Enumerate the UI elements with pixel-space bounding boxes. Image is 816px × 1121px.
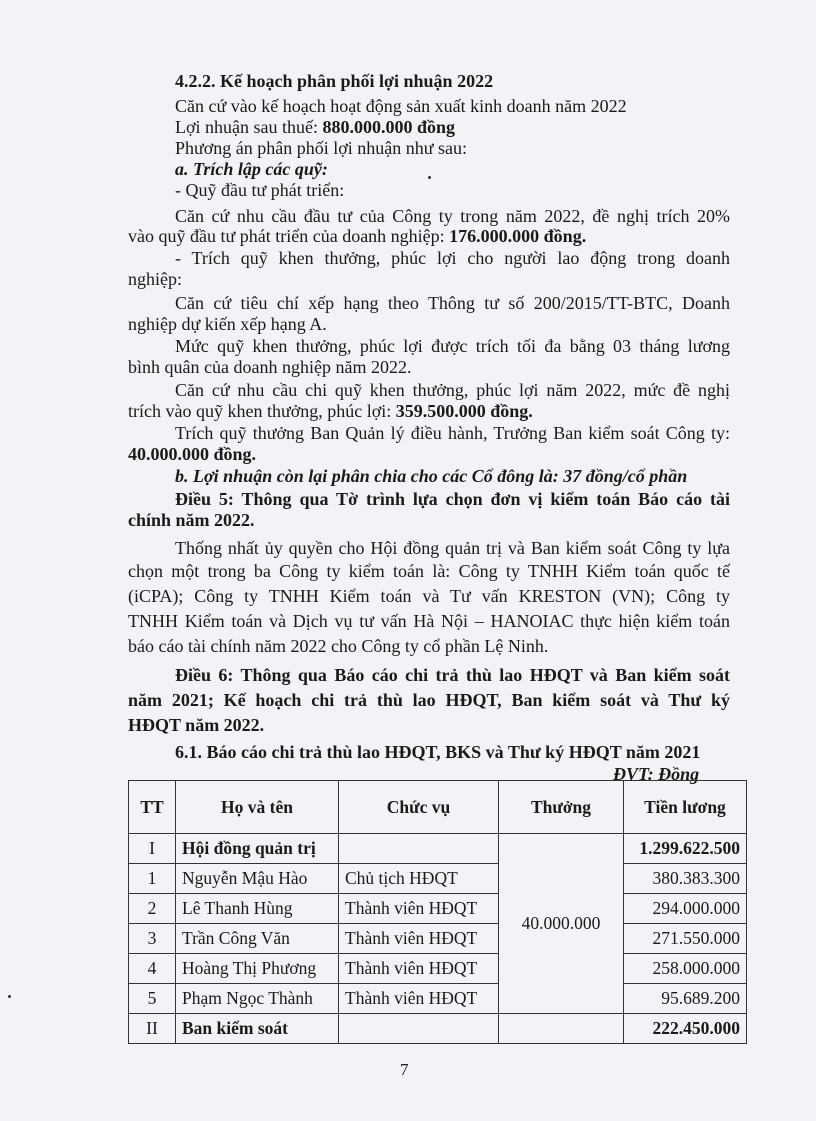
article5-body3: (iCPA); Công ty TNHH Kiểm toán và Tư vấn KRESTON (VN); Công ty [128, 586, 730, 606]
row-role: Chủ tịch HĐQT [339, 864, 499, 894]
bonus-line1: Trích quỹ thưởng Ban Quản lý điều hành, Trưởng Ban kiểm soát Công ty: [175, 423, 730, 443]
article5-heading-line2: chính năm 2022. [128, 510, 255, 530]
article5-body1: Thống nhất ủy quyền cho Hội đồng quản trị và Ban kiểm soát Công ty lựa [175, 538, 730, 558]
need-text: trích vào quỹ khen thưởng, phúc lợi: [128, 401, 396, 421]
article6-heading-line3: HĐQT năm 2022. [128, 715, 265, 735]
need-line1: Căn cứ nhu cầu chi quỹ khen thưởng, phúc lợi năm 2022, mức đề nghị [175, 380, 730, 400]
bonus-value: 40.000.000 đồng. [128, 444, 257, 464]
unit-label: ĐVT: Đồng [613, 764, 700, 784]
row-role: Thành viên HĐQT [339, 954, 499, 984]
header-role: Chức vụ [339, 781, 499, 834]
row-name: Nguyễn Mậu Hào [176, 864, 339, 894]
article6-heading-line1: Điều 6: Thông qua Báo cáo chi trả thù lao HĐQT và Ban kiểm soát [175, 665, 730, 685]
speck-mark [428, 176, 431, 179]
table-row [129, 984, 747, 1014]
table-row [129, 894, 747, 924]
profit-label: Lợi nhuận sau thuế: [175, 117, 323, 137]
table-row [129, 954, 747, 984]
table-row [129, 864, 747, 894]
row-name: Ban kiểm soát [176, 1014, 339, 1044]
row-salary: 380.383.300 [624, 864, 747, 894]
max-line2: bình quân của doanh nghiệp năm 2022. [128, 357, 412, 377]
row-salary: 258.000.000 [624, 954, 747, 984]
row-salary: 271.550.000 [624, 924, 747, 954]
row-name: Hội đồng quản trị [176, 834, 339, 864]
row-tt: II [129, 1014, 176, 1044]
article5-heading-line1: Điều 5: Thông qua Tờ trình lựa chọn đơn vị kiểm toán Báo cáo tài [175, 489, 730, 509]
dev-fund-text: vào quỹ đầu tư phát triển của doanh nghiệp: [128, 226, 450, 246]
row-salary: 95.689.200 [624, 984, 747, 1014]
header-salary: Tiền lương [624, 781, 747, 834]
row-tt: 5 [129, 984, 176, 1014]
row-tt: 4 [129, 954, 176, 984]
row-role [339, 834, 499, 864]
dev-fund-label: - Quỹ đầu tư phát triển: [175, 180, 345, 200]
need-line2 [128, 399, 533, 423]
row-name: Phạm Ngọc Thành [176, 984, 339, 1014]
article6-heading-line2: năm 2021; Kế hoạch chi trả thù lao HĐQT, Ban kiểm soát và Thư ký [128, 690, 730, 710]
reward-line1: - Trích quỹ khen thưởng, phúc lợi cho người lao động trong doanh [175, 248, 730, 268]
need-value: 359.500.000 đồng. [395, 401, 533, 421]
plan-intro: Phương án phân phối lợi nhuận như sau: [175, 138, 468, 158]
row-tt: I [129, 834, 176, 864]
table-heading: 6.1. Báo cáo chi trả thù lao HĐQT, BKS và Thư ký HĐQT năm 2021 [175, 742, 701, 762]
criteria-line2: nghiệp dự kiến xếp hạng A. [128, 314, 327, 334]
table-header-row [129, 781, 747, 834]
row-tt: 2 [129, 894, 176, 924]
criteria-line1: Căn cứ tiêu chí xếp hạng theo Thông tư số 200/2015/TT-BTC, Doanh [175, 293, 730, 313]
row-tt: 3 [129, 924, 176, 954]
article5-body4: TNHH Kiểm toán và Dịch vụ tư vấn Hà Nội – HANOIAC thực hiện kiểm toán [128, 611, 730, 631]
header-tt: TT [129, 781, 176, 834]
row-bonus-empty [499, 1014, 624, 1044]
basis-text: Căn cứ vào kế hoạch hoạt động sản xuất kinh doanh năm 2022 [175, 96, 627, 116]
profit-value: 880.000.000 đồng [322, 117, 456, 137]
row-salary: 1.299.622.500 [624, 834, 747, 864]
header-name: Họ và tên [176, 781, 339, 834]
article5-body5: báo cáo tài chính năm 2022 cho Công ty cổ phần Lệ Ninh. [128, 636, 549, 656]
row-salary: 222.450.000 [624, 1014, 747, 1044]
row-role [339, 1014, 499, 1044]
remuneration-table [128, 780, 747, 1044]
remaining-profit: b. Lợi nhuận còn lại phân chia cho các Cổ đông là: 37 đồng/cổ phần [175, 466, 688, 486]
row-salary: 294.000.000 [624, 894, 747, 924]
dev-fund-line2 [128, 224, 586, 248]
header-bonus: Thưởng [499, 781, 624, 834]
dev-fund-value: 176.000.000 đồng. [449, 226, 587, 246]
max-line1: Mức quỹ khen thưởng, phúc lợi được trích tối đa bằng 03 tháng lương [175, 336, 730, 356]
dev-fund-line1: Căn cứ nhu cầu đầu tư của Công ty trong năm 2022, đề nghị trích 20% [175, 206, 730, 226]
row-role: Thành viên HĐQT [339, 984, 499, 1014]
row-bonus-merged: 40.000.000 [499, 834, 624, 1014]
reward-line2: nghiệp: [128, 269, 182, 289]
row-tt: 1 [129, 864, 176, 894]
row-name: Trần Công Văn [176, 924, 339, 954]
row-role: Thành viên HĐQT [339, 894, 499, 924]
page-number: 7 [400, 1060, 409, 1079]
row-role: Thành viên HĐQT [339, 924, 499, 954]
speck-mark [8, 995, 11, 998]
table-row [129, 834, 747, 864]
section-heading: 4.2.2. Kế hoạch phân phối lợi nhuận 2022 [175, 71, 494, 91]
funds-heading: a. Trích lập các quỹ: [175, 159, 328, 179]
row-name: Hoàng Thị Phương [176, 954, 339, 984]
table-row [129, 924, 747, 954]
article5-body2: chọn một trong ba Công ty kiểm toán là: Công ty TNHH Kiểm toán quốc tế [128, 561, 730, 581]
table-row [129, 1014, 747, 1044]
row-name: Lê Thanh Hùng [176, 894, 339, 924]
